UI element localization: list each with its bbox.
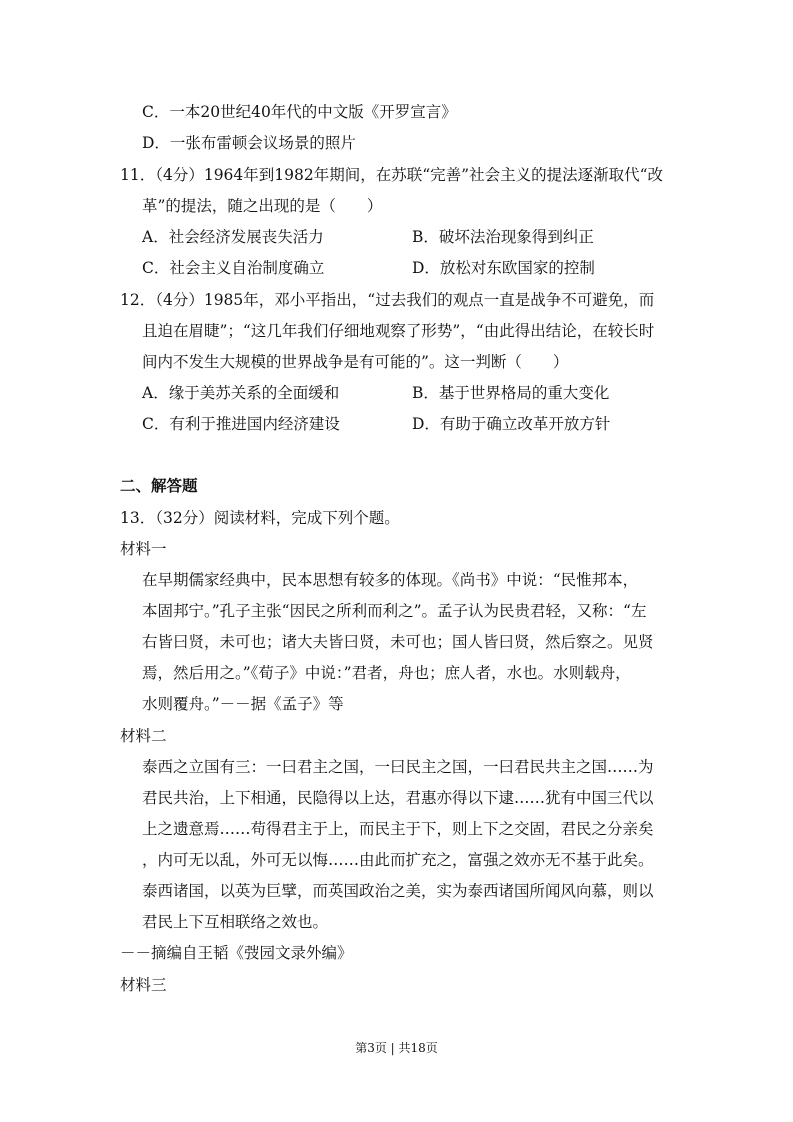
question-stem-continued: 间内不发生大规模的世界战争是有可能的”。这一判断（ ） bbox=[142, 353, 569, 371]
material-source: －－摘编自王韬《弢园文录外编》 bbox=[120, 944, 353, 962]
option-a: A．社会经济发展丧失活力 bbox=[142, 228, 324, 246]
material-text-line: 君民上下互相联络之效也。 bbox=[142, 913, 329, 931]
material-text-line: 君民共治，上下相通，民隐得以上达，君惠亦得以下逮……犹有中国三代以 bbox=[142, 789, 654, 807]
question-stem: 12．（4分）1985年，邓小平指出，“过去我们的观点一直是战争不可避免，而 bbox=[120, 291, 655, 309]
page-footer: 第3页 | 共18页 bbox=[355, 1041, 438, 1055]
material-label: 材料三 bbox=[120, 976, 167, 994]
material-text-line: 泰西诸国，以英为巨擘，而英国政治之美，实为泰西诸国所闻风向慕，则以 bbox=[142, 882, 654, 900]
section-heading: 二、解答题 bbox=[120, 477, 198, 495]
option-d: D．放松对东欧国家的控制 bbox=[412, 259, 595, 277]
material-text-line: 上之遗意焉……苟得君主于上，而民主于下，则上下之交固，君民之分亲矣 bbox=[142, 820, 654, 838]
material-text-line: 本固邦宁。”孔子主张“因民之所利而利之”。孟子认为民贵君轻，又称：“左 bbox=[142, 602, 647, 620]
option-c: C．社会主义自治制度确立 bbox=[142, 259, 325, 277]
question-stem-continued: 革”的提法，随之出现的是（ ） bbox=[142, 197, 383, 215]
option-a: A．缘于美苏关系的全面缓和 bbox=[142, 384, 340, 402]
question-stem-continued: 且迫在眉睫”；“这几年我们仔细地观察了形势”，“由此得出结论，在较长时 bbox=[142, 322, 655, 340]
option-c: C．有利于推进国内经济建设 bbox=[142, 415, 340, 433]
material-label: 材料二 bbox=[120, 727, 167, 745]
material-text-line: 右皆曰贤，未可也；诸大夫皆曰贤，未可也；国人皆曰贤，然后察之。见贤 bbox=[142, 633, 654, 651]
material-text-line: ，内可无以乱，外可无以悔……由此而扩充之，富强之效亦无不基于此矣。 bbox=[142, 851, 654, 869]
option-b: B．破坏法治现象得到纠正 bbox=[412, 228, 594, 246]
material-text-line: 泰西之立国有三：一曰君主之国，一曰民主之国，一曰君民共主之国……为 bbox=[142, 758, 654, 776]
option-d: D．有助于确立改革开放方针 bbox=[412, 415, 611, 433]
question-stem: 13．（32分）阅读材料，完成下列个题。 bbox=[120, 509, 400, 527]
question-stem: 11．（4分）1964年到1982年期间，在苏联“完善”社会主义的提法逐渐取代“改 bbox=[120, 166, 664, 184]
option-d: D．一张布雷顿会议场景的照片 bbox=[142, 134, 356, 152]
material-text-line: 焉，然后用之。”《荀子》中说：”君者，舟也；庶人者，水也。水则载舟， bbox=[142, 664, 631, 682]
option-b: B．基于世界格局的重大变化 bbox=[412, 384, 610, 402]
option-c: C．一本20世纪40年代的中文版《开罗宣言》 bbox=[142, 103, 457, 121]
material-text-line: 在早期儒家经典中，民本思想有较多的体现。《尚书》中说：“民惟邦本， bbox=[142, 571, 639, 589]
material-label: 材料一 bbox=[120, 540, 167, 558]
material-text-line: 水则覆舟。”－－据《孟子》等 bbox=[142, 695, 344, 713]
